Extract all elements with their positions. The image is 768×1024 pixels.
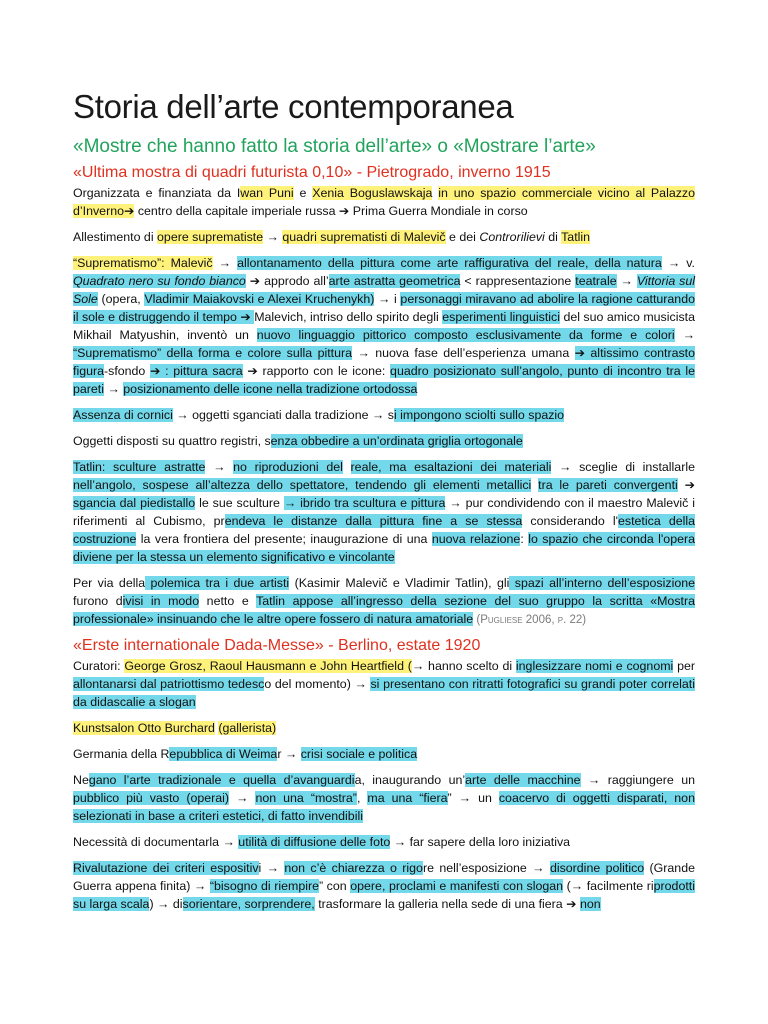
text-run: in uno spazio commerciale vicino al Palazzo d’Inverno [73, 186, 695, 218]
text-run: allontanamento della pittura come arte raffigurativa del reale, della natura [237, 256, 662, 270]
text-run: Tatlin: sculture astratte [73, 460, 206, 474]
text-run: del suo amico musicista Mikhail Matyushin, inventò un [73, 310, 695, 342]
text-run: personaggi miravano ad abolire la ragione catturando il sole e distruggendo il tempo [73, 292, 695, 324]
text-run: → i [374, 292, 401, 306]
text-run: (Kasimir Malevič e Vladimir Tatlin), gli [289, 576, 510, 590]
text-run: → [674, 328, 695, 342]
paragraph-weimar [73, 745, 695, 763]
text-run: Tatlin [561, 230, 591, 244]
text-run: si presentano con ritratti fotografici su grandi poter correlati da didascalie a slogan [73, 677, 695, 709]
text-run: spazi all’interno dell’esposizione [509, 576, 696, 590]
text-run: ➔ [677, 478, 695, 492]
text-run: Curatori: [73, 659, 125, 673]
text-run: → ibrido tra scultura e pittura [283, 496, 446, 510]
page-title: Storia dell’arte contemporanea [73, 88, 514, 125]
text-run: re nell’esposizione → [422, 861, 550, 875]
text-run: → pur condividendo con il maestro Malevič i riferimenti al Cubismo, pr [73, 496, 696, 528]
text-run: epubblica di Weima [169, 747, 278, 761]
text-run: Controrilievi [479, 230, 545, 244]
text-run: (gallerista) [218, 721, 277, 735]
text-run: Quadrato nero su fondo bianco [73, 274, 246, 288]
text-run: netto e [199, 594, 257, 608]
text-run: utilità di diffusione delle foto [238, 835, 391, 849]
text-run: ) → di [149, 897, 183, 911]
text-run: Assenza di cornici [73, 408, 173, 422]
text-run: “bisogno di riempire [209, 879, 319, 893]
text-run: teatrale [575, 274, 617, 288]
text-run: r → [277, 747, 301, 761]
text-run: → [263, 230, 283, 244]
section-heading-dada-messe [73, 637, 695, 655]
text-run: nuova relazione [431, 532, 521, 546]
text-run: Malevich, intriso dello spirito degli [254, 310, 443, 324]
text-run: Per via della [73, 576, 146, 590]
paragraph-curatori [73, 657, 695, 711]
paragraph-cornici [73, 406, 695, 424]
text-run: quadro posizionato sull’angolo, punto di incontro tra le pareti [73, 364, 695, 396]
text-run: Organizzata e finanziata da I [73, 186, 241, 200]
text-run: nell’angolo, sospese all’altezza dello spettatore, tendendo gli elementi metallici [73, 478, 532, 492]
text-run: Rivalutazione dei criteri espositiv [73, 861, 259, 875]
text-run: ➔ altissimo contrasto figura [73, 346, 695, 378]
text-run: “Suprematismo”: Malevič [73, 256, 213, 270]
text-run: nuovo linguaggio pittorico composto esclusivamente da forme e colori [256, 328, 675, 342]
text-run: e [293, 186, 313, 200]
text-run: allontanarsi dal patriottismo tedesc [73, 677, 265, 691]
text-run: Allestimento di [73, 230, 158, 244]
text-run: (Grande Guerra appena finita) → [73, 861, 695, 893]
text-run: enza obbedire a un’ordinata griglia ortogonale [270, 434, 523, 448]
text-run: no riproduzioni del [233, 460, 343, 474]
text-run: «Erste internationale Dada-Messe» [73, 637, 324, 654]
text-run: → [172, 408, 193, 422]
text-run: approdo all’ [264, 274, 329, 288]
text-run: ma una “fiera [367, 791, 448, 805]
text-run: arte delle macchine [465, 773, 581, 787]
text-run: (opera, [97, 292, 145, 306]
text-run: esperimenti linguistici [442, 310, 560, 324]
text-run: , [356, 791, 368, 805]
paragraph-polemica [73, 574, 695, 629]
text-run: “Suprematismo” della forma e colore sulla pittura [73, 346, 353, 360]
text-run: George Grosz, Raoul Hausmann e John Heartfield ( [124, 659, 412, 673]
text-run: i impongono sciolti sullo spazio [393, 408, 565, 422]
text-run: → [205, 460, 234, 474]
text-run: ➔ [245, 274, 265, 288]
text-run: Xenia Boguslawskaja [312, 186, 433, 200]
text-run: Vladimir Maiakovski e Alexei Kruchenykh) [144, 292, 375, 306]
text-run: ➔ : pittura sacra [150, 364, 243, 378]
text-run: disordine politico [549, 861, 645, 875]
page-subtitle: «Mostre che hanno fatto la storia dell’arte» o «Mostrare l’arte» [73, 136, 596, 157]
text-run: e dei [445, 230, 480, 244]
text-run: estetica della costruzione [73, 514, 695, 546]
text-run: i → [258, 861, 285, 875]
text-run: → [212, 256, 238, 270]
text-run: trasformare la galleria nella sede di una fiera ➔ [314, 897, 580, 911]
text-run: non c’è chiarezza o rigo [284, 861, 423, 875]
text-run: ➔ [236, 310, 255, 324]
paragraph-registri [73, 432, 695, 450]
text-run: (→ facilmente ri [563, 879, 654, 893]
text-run: → [229, 791, 256, 805]
text-run: → [104, 382, 124, 396]
text-run: ” → un [447, 791, 499, 805]
text-run: → hanno scelto di [411, 659, 516, 673]
text-run: → nuova fase dell’esperienza umana [352, 346, 575, 360]
text-run: Tatlin appose all’ingresso della sezione del suo gruppo la scritta «Mostra professionale» insinuando che le altre opere fossero di natura amatoriale [73, 594, 695, 626]
text-run: arte astratta geometrica [328, 274, 461, 288]
text-run: gano l’arte tradizionale e quella d’avanguardi [88, 773, 355, 787]
text-run: sorientare, sorprendere, [182, 897, 315, 911]
text-run: le sue sculture [195, 496, 284, 510]
text-run: → v. [661, 256, 695, 270]
text-run: lo spazio che circonda l'opera div [73, 532, 695, 564]
text-run: quadri suprematisti di Malevič [282, 230, 446, 244]
paragraph-kunstsalon [73, 719, 695, 737]
text-run: furono d [73, 594, 123, 608]
text-run: ” con [318, 879, 351, 893]
text-run: → [616, 274, 637, 288]
paragraph-documentazione [73, 833, 695, 851]
text-run: sgancia dal piedistallo [73, 496, 196, 510]
text-run: reale, ma esaltazioni dei materiali [350, 460, 552, 474]
text-run: (Pugliese 2006, p. 22) [473, 614, 587, 626]
text-run: non [579, 897, 601, 911]
paragraph-allestimento [73, 228, 695, 246]
text-run: → far sapere della loro iniziativa [390, 835, 571, 849]
text-run: crisi sociale e politica [300, 747, 418, 761]
text-run: per [673, 659, 695, 673]
text-run: posizionamento delle icone nella tradizione ortodossa [123, 382, 418, 396]
text-run: la vera frontiera del presente; inaugurazione di una [136, 532, 432, 546]
text-run: o del momento) → [264, 677, 371, 691]
paragraph-suprematismo [73, 254, 695, 398]
text-run: Germania della R [73, 747, 170, 761]
text-run: < rappresentazione [460, 274, 576, 288]
text-run: ➔ rapporto con le icone: [242, 364, 391, 378]
text-run: centro della capitale imperiale russa ➔ Prima Guerra Mondiale in corso [134, 204, 528, 218]
text-run: polemica tra i due artisti [145, 576, 290, 590]
text-run: considerando l' [522, 514, 619, 528]
paragraph-criteri-espositivi [73, 859, 695, 913]
text-run: Vittoria sul Sole [73, 274, 695, 306]
paragraph-organizzazione [73, 184, 695, 220]
text-run: Necessità di documentarla → [73, 835, 239, 849]
text-run: wan Puni [240, 186, 294, 200]
text-run: coacervo di oggetti disparati, non selezionati in base a criteri estetici, di fatto invendibili [73, 791, 695, 823]
text-run: opere suprematiste [157, 230, 264, 244]
text-run: Kunstsalon Otto Burchard [73, 721, 215, 735]
text-run: «Ultima mostra di quadri futurista 0,10» [73, 164, 353, 181]
text-run: non una “mostra” [255, 791, 357, 805]
text-run: oggetti sganciati dalla tradizione → s [192, 408, 394, 422]
text-run: Ne [73, 773, 89, 787]
text-run: - Berlino, estate 1920 [323, 637, 481, 654]
paragraph-arte-tradizionale [73, 771, 695, 825]
text-run: ➔ [123, 204, 135, 218]
text-run: opere, proclami e manifesti con slogan [350, 879, 564, 893]
text-run: prodotti su larga scala [73, 879, 695, 911]
text-run: Oggetti disposti su quattro registri, s [73, 434, 271, 448]
text-run: → raggiungere un [580, 773, 696, 787]
text-run: inglesizzare nomi e cognomi [515, 659, 674, 673]
text-run: di [544, 230, 562, 244]
text-run: -sfondo [104, 364, 151, 378]
text-run: → sceglie di installarle [551, 460, 695, 474]
text-run: : [520, 532, 529, 546]
text-run: - Pietrogrado, inverno 1915 [352, 164, 551, 181]
text-run: tra le pareti convergenti [538, 478, 678, 492]
text-run: iene per la stessa un elemento significativo e vincolante [88, 550, 395, 564]
text-run: ivisi in modo [122, 594, 200, 608]
text-run [343, 460, 351, 474]
section-heading-0-10 [73, 164, 695, 182]
text-run: a, inaugurando un’ [354, 773, 466, 787]
paragraph-tatlin [73, 458, 695, 566]
text-run: endeva le distanze dalla pittura fine a se stessa [224, 514, 523, 528]
text-run: pubblico più vasto (operai) [73, 791, 230, 805]
